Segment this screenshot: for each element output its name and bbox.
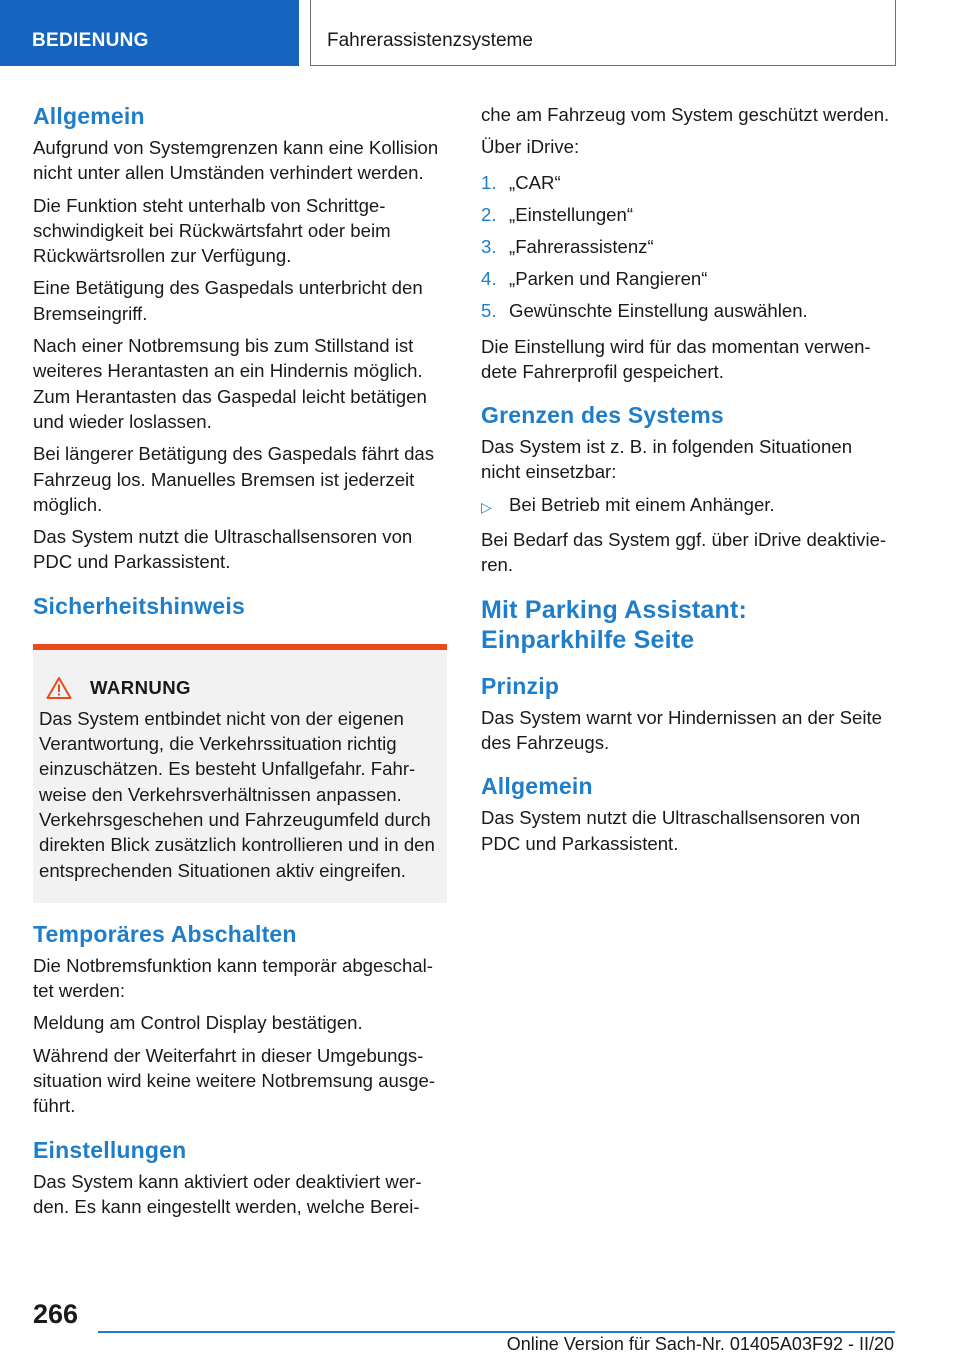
section-tab[interactable]: BEDIENUNG bbox=[0, 0, 299, 66]
step-number: 3. bbox=[481, 235, 497, 257]
paragraph: Bei längerer Betätigung des Gaspedals fährt das Fahrzeug los. Manuelles Bremsen ist jederzeit möglich. bbox=[33, 443, 435, 515]
paragraph: Die Notbremsfunktion kann temporär abgeschaltet werden: bbox=[33, 954, 433, 1002]
triangle-bullet-icon: ▷ bbox=[481, 498, 492, 515]
heading-grenzen: Grenzen des Systems bbox=[481, 402, 724, 429]
heading-parking-assistant: Mit Parking Assistant: Einparkhilfe Seite bbox=[481, 595, 748, 654]
heading-temporaeres-abschalten: Temporäres Abschalten bbox=[33, 920, 297, 947]
warning-label: WARNUNG bbox=[90, 676, 191, 698]
list-item bbox=[481, 295, 896, 327]
list-item bbox=[481, 231, 896, 263]
left-column bbox=[33, 102, 447, 1226]
paragraph: Während der Weiterfahrt in dieser Umgebungssituation wird keine weitere Notbremsung ausgeführt. bbox=[33, 1044, 436, 1117]
list-item bbox=[481, 263, 896, 295]
right-column bbox=[481, 102, 896, 863]
heading-allgemein: Allgemein bbox=[33, 103, 145, 129]
paragraph: Über iDrive: bbox=[481, 136, 580, 158]
step-number: 2. bbox=[481, 203, 497, 225]
step-text: „Parken und Rangieren“ bbox=[509, 267, 708, 289]
step-text: „Fahrerassistenz“ bbox=[509, 235, 654, 257]
warning-triangle-icon bbox=[46, 676, 72, 700]
list-item bbox=[481, 492, 896, 520]
page-number: 266 bbox=[33, 1299, 79, 1329]
paragraph: Das System kann aktiviert oder deaktiviert werden. Es kann eingestellt werden, welche Berei- bbox=[33, 1170, 422, 1217]
heading-sicherheitshinweis: Sicherheitshinweis bbox=[33, 592, 245, 619]
paragraph: Die Funktion steht unterhalb von Schrittgeschwindigkeit bei Rückwärtsfahrt oder beim Rückwärtsrollen zur Verfügung. bbox=[33, 194, 391, 267]
chapter-title[interactable]: Fahrerassistenzsysteme bbox=[310, 0, 896, 66]
heading-allgemein-2: Allgemein bbox=[481, 773, 593, 800]
paragraph: Das System nutzt die Ultraschallsensoren von PDC und Parkassistent. bbox=[481, 807, 861, 854]
step-text: „Einstellungen“ bbox=[509, 203, 634, 225]
paragraph: che am Fahrzeug vom System geschützt werden. bbox=[481, 104, 890, 125]
step-number: 5. bbox=[481, 299, 497, 321]
step-text: „CAR“ bbox=[509, 171, 561, 193]
step-number: 4. bbox=[481, 267, 497, 289]
limitations-list bbox=[481, 492, 896, 520]
step-text: Gewünschte Einstellung auswählen. bbox=[509, 299, 808, 321]
footer-online-version: Online Version für Sach-Nr. 01405A03F92 - II/20 bbox=[506, 1334, 894, 1354]
paragraph: Eine Betätigung des Gaspedals unterbricht den Bremseingriff. bbox=[33, 277, 423, 324]
list-item bbox=[481, 167, 896, 199]
bullet-text: Bei Betrieb mit einem Anhänger. bbox=[509, 493, 775, 515]
paragraph: Bei Bedarf das System ggf. über iDrive deaktivieren. bbox=[481, 529, 887, 576]
list-item bbox=[481, 199, 896, 231]
paragraph: Das System ist z. B. in folgenden Situationen nicht einsetzbar: bbox=[481, 436, 853, 483]
heading-prinzip: Prinzip bbox=[481, 672, 560, 699]
paragraph: Nach einer Notbremsung bis zum Stillstand ist weiteres Herantasten an ein Hindernis möglich. Zum Herantasten das Gaspedal leicht betätigen und wieder loslassen. bbox=[33, 335, 427, 432]
footer-divider bbox=[98, 1331, 895, 1333]
step-number: 1. bbox=[481, 171, 497, 193]
page-header bbox=[0, 0, 960, 66]
warning-box bbox=[33, 644, 447, 903]
paragraph: Das System nutzt die Ultraschallsensoren von PDC und Parkassistent. bbox=[33, 526, 413, 573]
heading-einstellungen: Einstellungen bbox=[33, 1136, 187, 1163]
warning-header bbox=[39, 676, 439, 700]
paragraph: Das System warnt vor Hindernissen an der Seite des Fahrzeugs. bbox=[481, 706, 882, 753]
paragraph: Die Einstellung wird für das momentan verwendete Fahrerprofil gespeichert. bbox=[481, 335, 871, 382]
idrive-steps bbox=[481, 167, 896, 327]
paragraph: Aufgrund von Systemgrenzen kann eine Kollision nicht unter allen Umständen verhindert werden. bbox=[33, 137, 439, 184]
warning-text: Das System entbindet nicht von der eigenen Verantwortung, die Verkehrssituation richtig einzuschätzen. Es besteht Unfallgefahr. Fahrweise den Verkehrsverhältnissen anpassen. Verkehrsgeschehen und Fahrzeugumfeld durch direkten Blick zusätzlich kontrollieren und in den entsprechenden Situationen aktiv eingreifen. bbox=[39, 707, 435, 881]
paragraph: Meldung am Control Display bestätigen. bbox=[33, 1012, 363, 1034]
